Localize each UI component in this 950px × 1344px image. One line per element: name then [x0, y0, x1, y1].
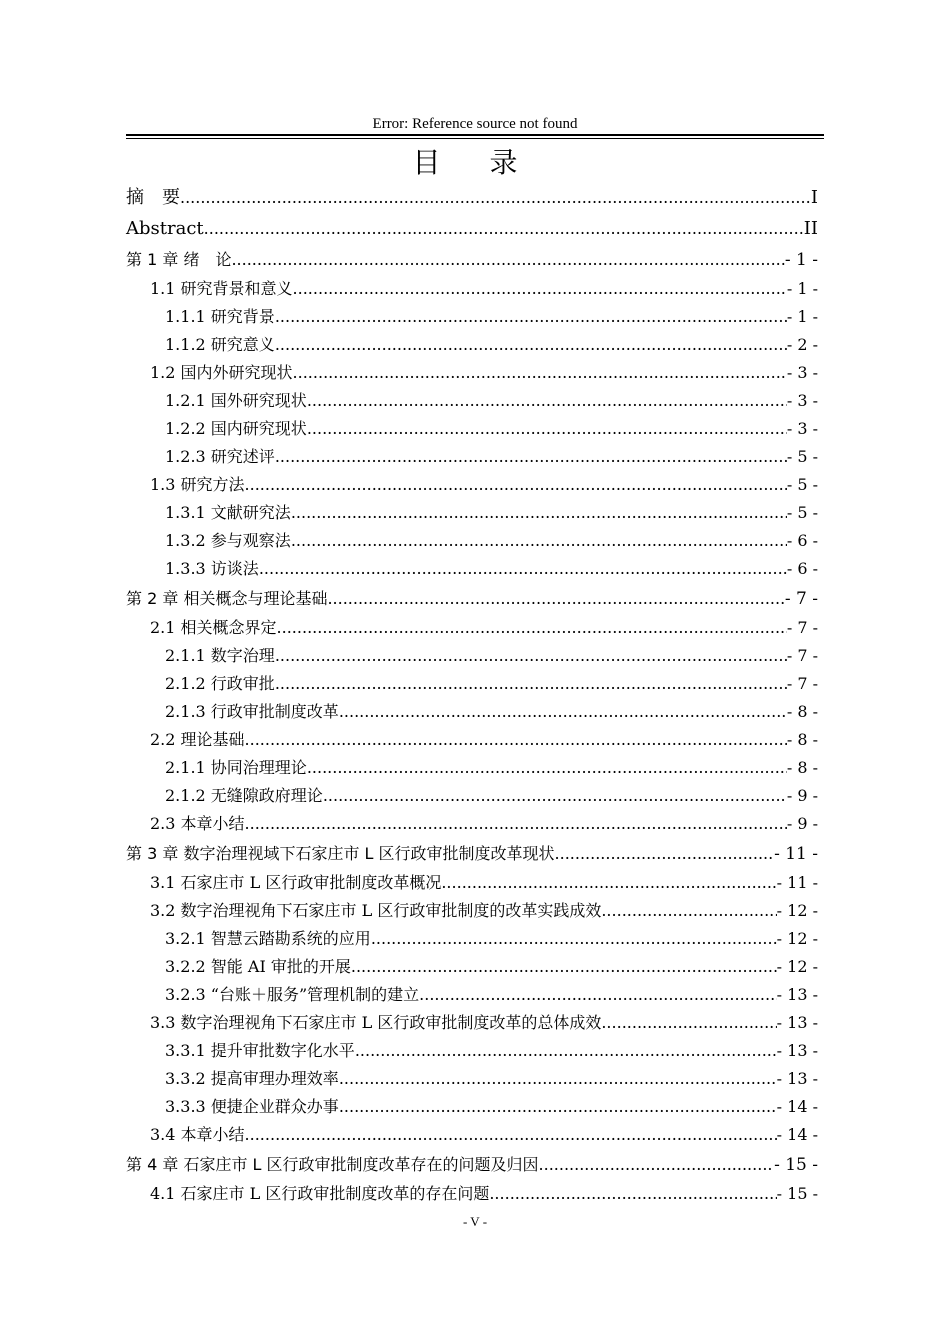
toc-entry-abstract-en[interactable]: [126, 213, 818, 244]
toc-entry-page-number: - 7 -: [784, 589, 818, 609]
toc-dot-leader: [293, 359, 787, 387]
toc-dot-leader: [180, 182, 811, 213]
toc-entry-label: 摘 要: [126, 187, 180, 208]
toc-entry-page-number: - 1 -: [786, 307, 818, 326]
toc-entry-page-number: - 13 -: [776, 985, 818, 1004]
toc-entry-page-number: - 7 -: [786, 674, 818, 693]
toc-entry-page-number: - 8 -: [786, 758, 818, 777]
toc-dot-leader: [204, 213, 804, 244]
toc-entry-page-number: - 5 -: [786, 447, 818, 466]
toc-dot-leader: [555, 838, 775, 870]
toc-dot-leader: [307, 387, 787, 415]
toc-entry-page-number: - 1 -: [786, 279, 818, 298]
toc-entry-label: 2.1.2 无缝隙政府理论: [165, 786, 323, 805]
toc-dot-leader: [245, 1121, 777, 1149]
toc-entry-1-2-2[interactable]: [126, 415, 818, 443]
toc-entry-page-number: - 1 -: [784, 250, 818, 270]
toc-entry-page-number: - 11 -: [776, 873, 818, 892]
toc-dot-leader: [275, 303, 787, 331]
toc-entry-3-3-1[interactable]: [126, 1037, 818, 1065]
toc-entry-label: 第 4 章 石家庄市 L 区行政审批制度改革存在的问题及归因: [126, 1155, 539, 1174]
toc-entry-2-2[interactable]: [126, 726, 818, 754]
toc-entry-1-3[interactable]: [126, 471, 818, 499]
toc-entry-1-2-1[interactable]: [126, 387, 818, 415]
toc-entry-ch1[interactable]: [126, 244, 818, 275]
toc-entry-label: 1.1.2 研究意义: [165, 335, 275, 354]
toc-entry-page-number: - 12 -: [776, 901, 818, 920]
toc-entry-ch4[interactable]: [126, 1149, 818, 1180]
toc-entry-label: 2.1.1 协同治理理论: [165, 758, 307, 777]
toc-entry-page-number: - 15 -: [774, 1155, 818, 1175]
toc-entry-3-3-2[interactable]: [126, 1065, 818, 1093]
toc-dot-leader: [355, 1037, 777, 1065]
toc-entry-label: 2.3 本章小结: [150, 814, 245, 833]
toc-dot-leader: [539, 1149, 775, 1181]
toc-dot-leader: [327, 583, 784, 615]
toc-entry-page-number: - 7 -: [786, 646, 818, 665]
toc-dot-leader: [339, 1093, 777, 1121]
toc-entry-page-number: - 13 -: [776, 1013, 818, 1032]
toc-entry-1-1-2[interactable]: [126, 331, 818, 359]
toc-entry-page-number: - 8 -: [786, 702, 818, 721]
toc-entry-page-number: - 13 -: [776, 1041, 818, 1060]
toc-entry-abstract-cn[interactable]: [126, 182, 818, 213]
toc-dot-leader: [339, 1065, 777, 1093]
toc-dot-leader: [231, 244, 784, 276]
toc-entry-2-1-2[interactable]: [126, 670, 818, 698]
toc-entry-2-1-1[interactable]: [126, 642, 818, 670]
toc-entry-label: 1.3.3 访谈法: [165, 559, 259, 578]
toc-entry-page-number: - 5 -: [786, 503, 818, 522]
table-of-contents: [126, 182, 818, 1208]
toc-entry-label: 3.2.3 “台账＋服务”管理机制的建立: [165, 985, 420, 1004]
toc-entry-page-number: - 5 -: [786, 475, 818, 494]
running-header: Error: Reference source not found: [372, 116, 578, 132]
toc-entry-label: 1.3 研究方法: [150, 475, 245, 494]
toc-entry-label: 3.2.1 智慧云踏勘系统的应用: [165, 929, 371, 948]
toc-entry-label: 3.3 数字治理视角下石家庄市 L 区行政审批制度改革的总体成效: [150, 1013, 602, 1032]
toc-dot-leader: [245, 810, 787, 838]
toc-entry-2-3[interactable]: [126, 810, 818, 838]
toc-entry-label: 2.1.2 行政审批: [165, 674, 275, 693]
toc-entry-label: 3.4 本章小结: [150, 1125, 245, 1144]
toc-entry-page-number: II: [803, 218, 818, 239]
toc-entry-page-number: - 6 -: [786, 531, 818, 550]
toc-dot-leader: [291, 499, 787, 527]
toc-entry-label: 1.1 研究背景和意义: [150, 279, 293, 298]
toc-entry-label: 3.1 石家庄市 L 区行政审批制度改革概况: [150, 873, 442, 892]
toc-entry-1-1[interactable]: [126, 275, 818, 303]
toc-entry-3-2-3[interactable]: [126, 981, 818, 1009]
toc-dot-leader: [259, 555, 787, 583]
toc-entry-label: 3.2 数字治理视角下石家庄市 L 区行政审批制度的改革实践成效: [150, 901, 602, 920]
toc-entry-label: 1.3.1 文献研究法: [165, 503, 291, 522]
toc-entry-label: 1.2.1 国外研究现状: [165, 391, 307, 410]
toc-dot-leader: [275, 443, 787, 471]
toc-dot-leader: [441, 869, 776, 897]
toc-entry-1-2[interactable]: [126, 359, 818, 387]
toc-dot-leader: [275, 670, 787, 698]
toc-entry-2-1[interactable]: [126, 614, 818, 642]
toc-entry-page-number: - 13 -: [776, 1069, 818, 1088]
toc-entry-page-number: - 12 -: [776, 957, 818, 976]
toc-dot-leader: [601, 1009, 776, 1037]
toc-dot-leader: [307, 754, 787, 782]
toc-dot-leader: [489, 1180, 776, 1208]
toc-dot-leader: [245, 726, 787, 754]
toc-dot-leader: [371, 925, 777, 953]
toc-entry-label: 第 2 章 相关概念与理论基础: [126, 589, 328, 608]
toc-entry-label: 1.2.2 国内研究现状: [165, 419, 307, 438]
toc-entry-page-number: - 6 -: [786, 559, 818, 578]
toc-entry-1-1-1[interactable]: [126, 303, 818, 331]
toc-entry-3-2-2[interactable]: [126, 953, 818, 981]
toc-entry-3-3-3[interactable]: [126, 1093, 818, 1121]
toc-entry-page-number: - 9 -: [786, 786, 818, 805]
toc-entry-label: 2.1.3 行政审批制度改革: [165, 702, 339, 721]
toc-dot-leader: [275, 331, 787, 359]
toc-entry-label: 1.3.2 参与观察法: [165, 531, 291, 550]
toc-entry-page-number: - 14 -: [776, 1125, 818, 1144]
toc-entry-3-3[interactable]: [126, 1009, 818, 1037]
toc-entry-page-number: - 3 -: [786, 391, 818, 410]
toc-dot-leader: [351, 953, 777, 981]
toc-entry-1-3-1[interactable]: [126, 499, 818, 527]
toc-entry-label: 2.2 理论基础: [150, 730, 245, 749]
toc-entry-1-3-2[interactable]: [126, 527, 818, 555]
toc-entry-2-1-3[interactable]: [126, 698, 818, 726]
toc-entry-label: 1.1.1 研究背景: [165, 307, 275, 326]
toc-entry-label: 3.3.2 提高审理办理效率: [165, 1069, 339, 1088]
toc-dot-leader: [323, 782, 787, 810]
header-rule-thin: [126, 138, 824, 139]
toc-entry-2-2-1[interactable]: [126, 754, 818, 782]
toc-entry-label: 2.1.1 数字治理: [165, 646, 275, 665]
toc-entry-ch3[interactable]: [126, 838, 818, 869]
toc-entry-label: 1.2.3 研究述评: [165, 447, 275, 466]
toc-entry-label: 4.1 石家庄市 L 区行政审批制度改革的存在问题: [150, 1184, 490, 1203]
toc-title: 目 录: [412, 146, 538, 179]
toc-entry-label: 第 3 章 数字治理视域下石家庄市 L 区行政审批制度改革现状: [126, 844, 555, 863]
toc-dot-leader: [293, 275, 787, 303]
toc-entry-page-number: - 3 -: [786, 363, 818, 382]
toc-entry-label: 第 1 章 绪 论: [126, 250, 232, 269]
toc-entry-label: 3.2.2 智能 AI 审批的开展: [165, 957, 351, 976]
toc-entry-ch2[interactable]: [126, 583, 818, 614]
toc-entry-page-number: - 11 -: [774, 844, 818, 864]
toc-dot-leader: [601, 897, 776, 925]
toc-entry-3-2-1[interactable]: [126, 925, 818, 953]
toc-dot-leader: [339, 698, 787, 726]
toc-entry-label: 1.2 国内外研究现状: [150, 363, 293, 382]
toc-entry-page-number: - 2 -: [786, 335, 818, 354]
toc-dot-leader: [275, 642, 787, 670]
toc-entry-label: 2.1 相关概念界定: [150, 618, 277, 637]
toc-entry-page-number: I: [810, 187, 818, 208]
toc-entry-3-2[interactable]: [126, 897, 818, 925]
toc-entry-label: Abstract: [126, 218, 204, 239]
toc-entry-label: 3.3.3 便捷企业群众办事: [165, 1097, 339, 1116]
toc-dot-leader: [291, 527, 787, 555]
toc-entry-page-number: - 7 -: [786, 618, 818, 637]
toc-entry-4-1[interactable]: [126, 1180, 818, 1208]
toc-entry-page-number: - 9 -: [786, 814, 818, 833]
toc-entry-2-2-2[interactable]: [126, 782, 818, 810]
toc-dot-leader: [419, 981, 776, 1009]
toc-entry-page-number: - 8 -: [786, 730, 818, 749]
toc-entry-page-number: - 14 -: [776, 1097, 818, 1116]
toc-entry-1-2-3[interactable]: [126, 443, 818, 471]
toc-entry-3-4[interactable]: [126, 1121, 818, 1149]
toc-entry-page-number: - 12 -: [776, 929, 818, 948]
toc-entry-page-number: - 3 -: [786, 419, 818, 438]
header-rule-thick: [126, 134, 824, 136]
toc-entry-1-3-3[interactable]: [126, 555, 818, 583]
toc-dot-leader: [245, 471, 787, 499]
footer-page-number: - V -: [462, 1214, 488, 1229]
toc-dot-leader: [307, 415, 787, 443]
toc-entry-page-number: - 15 -: [776, 1184, 818, 1203]
toc-entry-3-1[interactable]: [126, 869, 818, 897]
toc-dot-leader: [277, 614, 787, 642]
toc-entry-label: 3.3.1 提升审批数字化水平: [165, 1041, 355, 1060]
